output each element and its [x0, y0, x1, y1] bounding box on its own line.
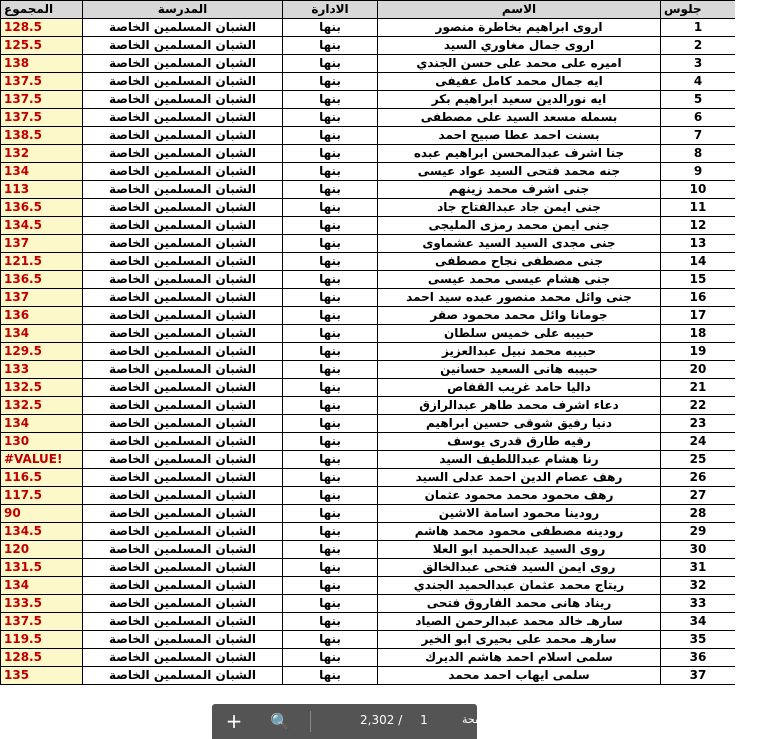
table-row	[1, 667, 736, 685]
cell-school: الشبان المسلمين الخاصة	[83, 127, 283, 145]
cell-school: الشبان المسلمين الخاصة	[83, 253, 283, 271]
cell-total: 133	[1, 361, 83, 379]
table-row	[1, 55, 736, 73]
cell-seat: 9	[661, 163, 736, 181]
cell-seat: 13	[661, 235, 736, 253]
cell-name: رقيه طارق قدرى يوسف	[378, 433, 661, 451]
cell-total: 128.5	[1, 649, 83, 667]
table-row	[1, 505, 736, 523]
table-header-row	[1, 1, 736, 19]
cell-admin: بنها	[283, 667, 378, 685]
cell-seat: 1	[661, 19, 736, 37]
table-row	[1, 163, 736, 181]
cell-admin: بنها	[283, 451, 378, 469]
cell-admin: بنها	[283, 415, 378, 433]
table-row	[1, 343, 736, 361]
table-row	[1, 649, 736, 667]
cell-seat: 21	[661, 379, 736, 397]
table-row	[1, 217, 736, 235]
cell-school: الشبان المسلمين الخاصة	[83, 19, 283, 37]
cell-name: بسمله مسعد السيد على مصطفى	[378, 109, 661, 127]
cell-school: الشبان المسلمين الخاصة	[83, 217, 283, 235]
cell-name: جنى مصطفى نجاح مصطفى	[378, 253, 661, 271]
cell-seat: 23	[661, 415, 736, 433]
cell-seat: 2	[661, 37, 736, 55]
cell-admin: بنها	[283, 343, 378, 361]
table-row	[1, 433, 736, 451]
table-row	[1, 487, 736, 505]
cell-name: دنيا رفيق شوقى حسين ابراهيم	[378, 415, 661, 433]
cell-seat: 22	[661, 397, 736, 415]
cell-seat: 7	[661, 127, 736, 145]
table-row	[1, 631, 736, 649]
cell-total: 134	[1, 577, 83, 595]
cell-admin: بنها	[283, 379, 378, 397]
table-row	[1, 289, 736, 307]
table-row	[1, 37, 736, 55]
cell-name: جنى هشام عيسى محمد عيسى	[378, 271, 661, 289]
cell-name: حبيبه محمد نبيل عبدالعزيز	[378, 343, 661, 361]
cell-school: الشبان المسلمين الخاصة	[83, 181, 283, 199]
table-row	[1, 397, 736, 415]
cell-seat: 18	[661, 325, 736, 343]
cell-total: 135	[1, 667, 83, 685]
cell-admin: بنها	[283, 559, 378, 577]
header-seat: جلوس	[661, 1, 736, 19]
cell-name: حبيبه هانى السعيد حسانين	[378, 361, 661, 379]
cell-admin: بنها	[283, 289, 378, 307]
cell-total: 125.5	[1, 37, 83, 55]
cell-seat: 36	[661, 649, 736, 667]
cell-seat: 33	[661, 595, 736, 613]
table-row	[1, 541, 736, 559]
cell-name: جنى وائل محمد منصور عبده سيد احمد	[378, 289, 661, 307]
cell-school: الشبان المسلمين الخاصة	[83, 613, 283, 631]
table-row	[1, 469, 736, 487]
cell-school: الشبان المسلمين الخاصة	[83, 235, 283, 253]
cell-school: الشبان المسلمين الخاصة	[83, 307, 283, 325]
cell-name: بسنت احمد عطا صبيح احمد	[378, 127, 661, 145]
page-total: 2,302	[360, 713, 395, 727]
cell-school: الشبان المسلمين الخاصة	[83, 397, 283, 415]
cell-school: الشبان المسلمين الخاصة	[83, 559, 283, 577]
cell-school: الشبان المسلمين الخاصة	[83, 55, 283, 73]
cell-seat: 19	[661, 343, 736, 361]
cell-school: الشبان المسلمين الخاصة	[83, 343, 283, 361]
cell-total: 134	[1, 163, 83, 181]
cell-total: 138	[1, 55, 83, 73]
cell-seat: 17	[661, 307, 736, 325]
header-total: المجموع	[1, 1, 83, 19]
cell-total: 128.5	[1, 19, 83, 37]
table-row	[1, 613, 736, 631]
table-row	[1, 235, 736, 253]
cell-school: الشبان المسلمين الخاصة	[83, 145, 283, 163]
cell-seat: 6	[661, 109, 736, 127]
table-row	[1, 19, 736, 37]
cell-admin: بنها	[283, 361, 378, 379]
page-indicator	[360, 713, 428, 727]
cell-seat: 4	[661, 73, 736, 91]
cell-admin: بنها	[283, 307, 378, 325]
plus-icon[interactable]: +	[225, 709, 243, 733]
cell-total: 137.5	[1, 109, 83, 127]
cell-total: 136.5	[1, 199, 83, 217]
page-current[interactable]: 1	[420, 713, 428, 727]
cell-seat: 37	[661, 667, 736, 685]
pdf-viewer-toolbar	[212, 704, 490, 739]
cell-total: 119.5	[1, 631, 83, 649]
cell-total: 133.5	[1, 595, 83, 613]
cell-admin: بنها	[283, 541, 378, 559]
cell-total: 120	[1, 541, 83, 559]
cell-name: اميره على محمد على حسن الجندي	[378, 55, 661, 73]
table-row	[1, 577, 736, 595]
cell-total: 137.5	[1, 613, 83, 631]
table-row	[1, 307, 736, 325]
cell-total: 134	[1, 415, 83, 433]
cell-admin: بنها	[283, 325, 378, 343]
cell-total: 137.5	[1, 73, 83, 91]
cell-seat: 8	[661, 145, 736, 163]
cell-seat: 12	[661, 217, 736, 235]
cell-total: #VALUE!	[1, 451, 83, 469]
cell-name: اروى ابراهيم بخاطرة منصور	[378, 19, 661, 37]
cell-name: جومانا وائل محمد محمود صقر	[378, 307, 661, 325]
cell-name: روى ايمن السيد فتحى عبدالخالق	[378, 559, 661, 577]
cell-name: ايه جمال محمد كامل عفيفى	[378, 73, 661, 91]
cell-school: الشبان المسلمين الخاصة	[83, 91, 283, 109]
cell-school: الشبان المسلمين الخاصة	[83, 595, 283, 613]
cell-admin: بنها	[283, 127, 378, 145]
table-row	[1, 325, 736, 343]
table-row	[1, 271, 736, 289]
cell-admin: بنها	[283, 163, 378, 181]
cell-total: 134.5	[1, 523, 83, 541]
cell-school: الشبان المسلمين الخاصة	[83, 523, 283, 541]
table-body	[1, 19, 736, 685]
cell-admin: بنها	[283, 145, 378, 163]
cell-seat: 5	[661, 91, 736, 109]
cell-total: 121.5	[1, 253, 83, 271]
cell-total: 137	[1, 289, 83, 307]
cell-name: ريناد هانى محمد الفاروق فتحى	[378, 595, 661, 613]
table-row	[1, 559, 736, 577]
cell-school: الشبان المسلمين الخاصة	[83, 649, 283, 667]
cell-name: داليا حامد غريب القفاص	[378, 379, 661, 397]
cell-total: 113	[1, 181, 83, 199]
cell-seat: 29	[661, 523, 736, 541]
toolbar-divider	[310, 711, 311, 732]
cell-seat: 24	[661, 433, 736, 451]
cell-name: جنه محمد فتحى السيد عواد عيسى	[378, 163, 661, 181]
cell-total: 138.5	[1, 127, 83, 145]
cell-name: جنى ايمن محمد رمزى المليجى	[378, 217, 661, 235]
cell-name: رنا هشام عبداللطيف السيد	[378, 451, 661, 469]
cell-seat: 11	[661, 199, 736, 217]
cell-admin: بنها	[283, 577, 378, 595]
table-row	[1, 361, 736, 379]
cell-admin: بنها	[283, 19, 378, 37]
cell-admin: بنها	[283, 217, 378, 235]
cell-school: الشبان المسلمين الخاصة	[83, 163, 283, 181]
cell-school: الشبان المسلمين الخاصة	[83, 361, 283, 379]
cell-seat: 16	[661, 289, 736, 307]
cell-seat: 34	[661, 613, 736, 631]
cell-school: الشبان المسلمين الخاصة	[83, 451, 283, 469]
cell-school: الشبان المسلمين الخاصة	[83, 667, 283, 685]
page-separator: /	[398, 713, 403, 727]
header-name: الاسم	[378, 1, 661, 19]
cell-seat: 27	[661, 487, 736, 505]
cell-admin: بنها	[283, 235, 378, 253]
cell-name: سارهـ محمد على بحيرى ابو الخير	[378, 631, 661, 649]
cell-total: 117.5	[1, 487, 83, 505]
cell-total: 116.5	[1, 469, 83, 487]
cell-school: الشبان المسلمين الخاصة	[83, 577, 283, 595]
table-row	[1, 415, 736, 433]
cell-name: ريتاج محمد عثمان عبدالحميد الجندي	[378, 577, 661, 595]
cell-admin: بنها	[283, 73, 378, 91]
cell-name: جنى اشرف محمد زينهم	[378, 181, 661, 199]
cell-total: 132.5	[1, 397, 83, 415]
table-row	[1, 523, 736, 541]
cell-total: 132.5	[1, 379, 83, 397]
cell-admin: بنها	[283, 271, 378, 289]
cell-seat: 30	[661, 541, 736, 559]
cell-admin: بنها	[283, 469, 378, 487]
cell-total: 131.5	[1, 559, 83, 577]
cell-name: روى السيد عبدالحميد ابو العلا	[378, 541, 661, 559]
table-row	[1, 73, 736, 91]
cell-name: جنى ايمن جاد عبدالفتاح جاد	[378, 199, 661, 217]
table-row	[1, 199, 736, 217]
cell-school: الشبان المسلمين الخاصة	[83, 415, 283, 433]
cell-name: جنى مجدى السيد السيد عشماوى	[378, 235, 661, 253]
cell-total: 130	[1, 433, 83, 451]
cell-name: اروى جمال مغاوري السيد	[378, 37, 661, 55]
cell-name: ايه نورالدين سعيد ابراهيم بكر	[378, 91, 661, 109]
table-row	[1, 181, 736, 199]
cell-admin: بنها	[283, 649, 378, 667]
cell-school: الشبان المسلمين الخاصة	[83, 289, 283, 307]
cell-seat: 26	[661, 469, 736, 487]
zoom-icon[interactable]: 🔍	[270, 712, 290, 731]
cell-admin: بنها	[283, 595, 378, 613]
cell-seat: 15	[661, 271, 736, 289]
cell-total: 137.5	[1, 91, 83, 109]
cell-admin: بنها	[283, 505, 378, 523]
cell-admin: بنها	[283, 181, 378, 199]
cell-name: جنا اشرف عبدالمحسن ابراهيم عبده	[378, 145, 661, 163]
cell-seat: 14	[661, 253, 736, 271]
cell-admin: بنها	[283, 253, 378, 271]
cell-name: رهف عصام الدين احمد عدلى السيد	[378, 469, 661, 487]
cell-seat: 20	[661, 361, 736, 379]
cell-school: الشبان المسلمين الخاصة	[83, 379, 283, 397]
cell-admin: بنها	[283, 433, 378, 451]
cell-admin: بنها	[283, 631, 378, 649]
cell-name: رهف محمود محمد محمود عثمان	[378, 487, 661, 505]
cell-name: دعاء اشرف محمد طاهر عبدالرازق	[378, 397, 661, 415]
cell-school: الشبان المسلمين الخاصة	[83, 271, 283, 289]
cell-total: 134	[1, 325, 83, 343]
cell-school: الشبان المسلمين الخاصة	[83, 73, 283, 91]
cell-seat: 28	[661, 505, 736, 523]
header-school: المدرسة	[83, 1, 283, 19]
cell-school: الشبان المسلمين الخاصة	[83, 433, 283, 451]
cell-name: سارهـ خالد محمد عبدالرحمن الصياد	[378, 613, 661, 631]
cell-school: الشبان المسلمين الخاصة	[83, 487, 283, 505]
table-row	[1, 379, 736, 397]
cell-seat: 31	[661, 559, 736, 577]
header-admin: الادارة	[283, 1, 378, 19]
cell-total: 136.5	[1, 271, 83, 289]
table-row	[1, 145, 736, 163]
table-row	[1, 91, 736, 109]
cell-school: الشبان المسلمين الخاصة	[83, 37, 283, 55]
cell-admin: بنها	[283, 487, 378, 505]
cell-name: سلمى اسلام احمد هاشم الديرك	[378, 649, 661, 667]
cell-name: حبيبه على خميس سلطان	[378, 325, 661, 343]
cell-seat: 35	[661, 631, 736, 649]
cell-admin: بنها	[283, 55, 378, 73]
cell-school: الشبان المسلمين الخاصة	[83, 631, 283, 649]
cell-school: الشبان المسلمين الخاصة	[83, 199, 283, 217]
cell-seat: 10	[661, 181, 736, 199]
page-label: صفحة	[462, 713, 490, 726]
cell-total: 136	[1, 307, 83, 325]
cell-total: 132	[1, 145, 83, 163]
cell-admin: بنها	[283, 91, 378, 109]
cell-admin: بنها	[283, 109, 378, 127]
cell-seat: 3	[661, 55, 736, 73]
cell-admin: بنها	[283, 37, 378, 55]
cell-school: الشبان المسلمين الخاصة	[83, 325, 283, 343]
cell-seat: 25	[661, 451, 736, 469]
table-row	[1, 109, 736, 127]
cell-name: رودينا محمود اسامة الاشين	[378, 505, 661, 523]
cell-school: الشبان المسلمين الخاصة	[83, 541, 283, 559]
table-row	[1, 595, 736, 613]
cell-name: رودينه مصطفى محمود محمد هاشم	[378, 523, 661, 541]
cell-total: 134.5	[1, 217, 83, 235]
cell-school: الشبان المسلمين الخاصة	[83, 505, 283, 523]
cell-school: الشبان المسلمين الخاصة	[83, 109, 283, 127]
table-row	[1, 253, 736, 271]
cell-admin: بنها	[283, 613, 378, 631]
cell-admin: بنها	[283, 397, 378, 415]
cell-total: 90	[1, 505, 83, 523]
table-row	[1, 451, 736, 469]
table-row	[1, 127, 736, 145]
cell-name: سلمى ايهاب احمد محمد	[378, 667, 661, 685]
cell-school: الشبان المسلمين الخاصة	[83, 469, 283, 487]
cell-total: 129.5	[1, 343, 83, 361]
cell-seat: 32	[661, 577, 736, 595]
cell-admin: بنها	[283, 523, 378, 541]
cell-admin: بنها	[283, 199, 378, 217]
cell-total: 137	[1, 235, 83, 253]
